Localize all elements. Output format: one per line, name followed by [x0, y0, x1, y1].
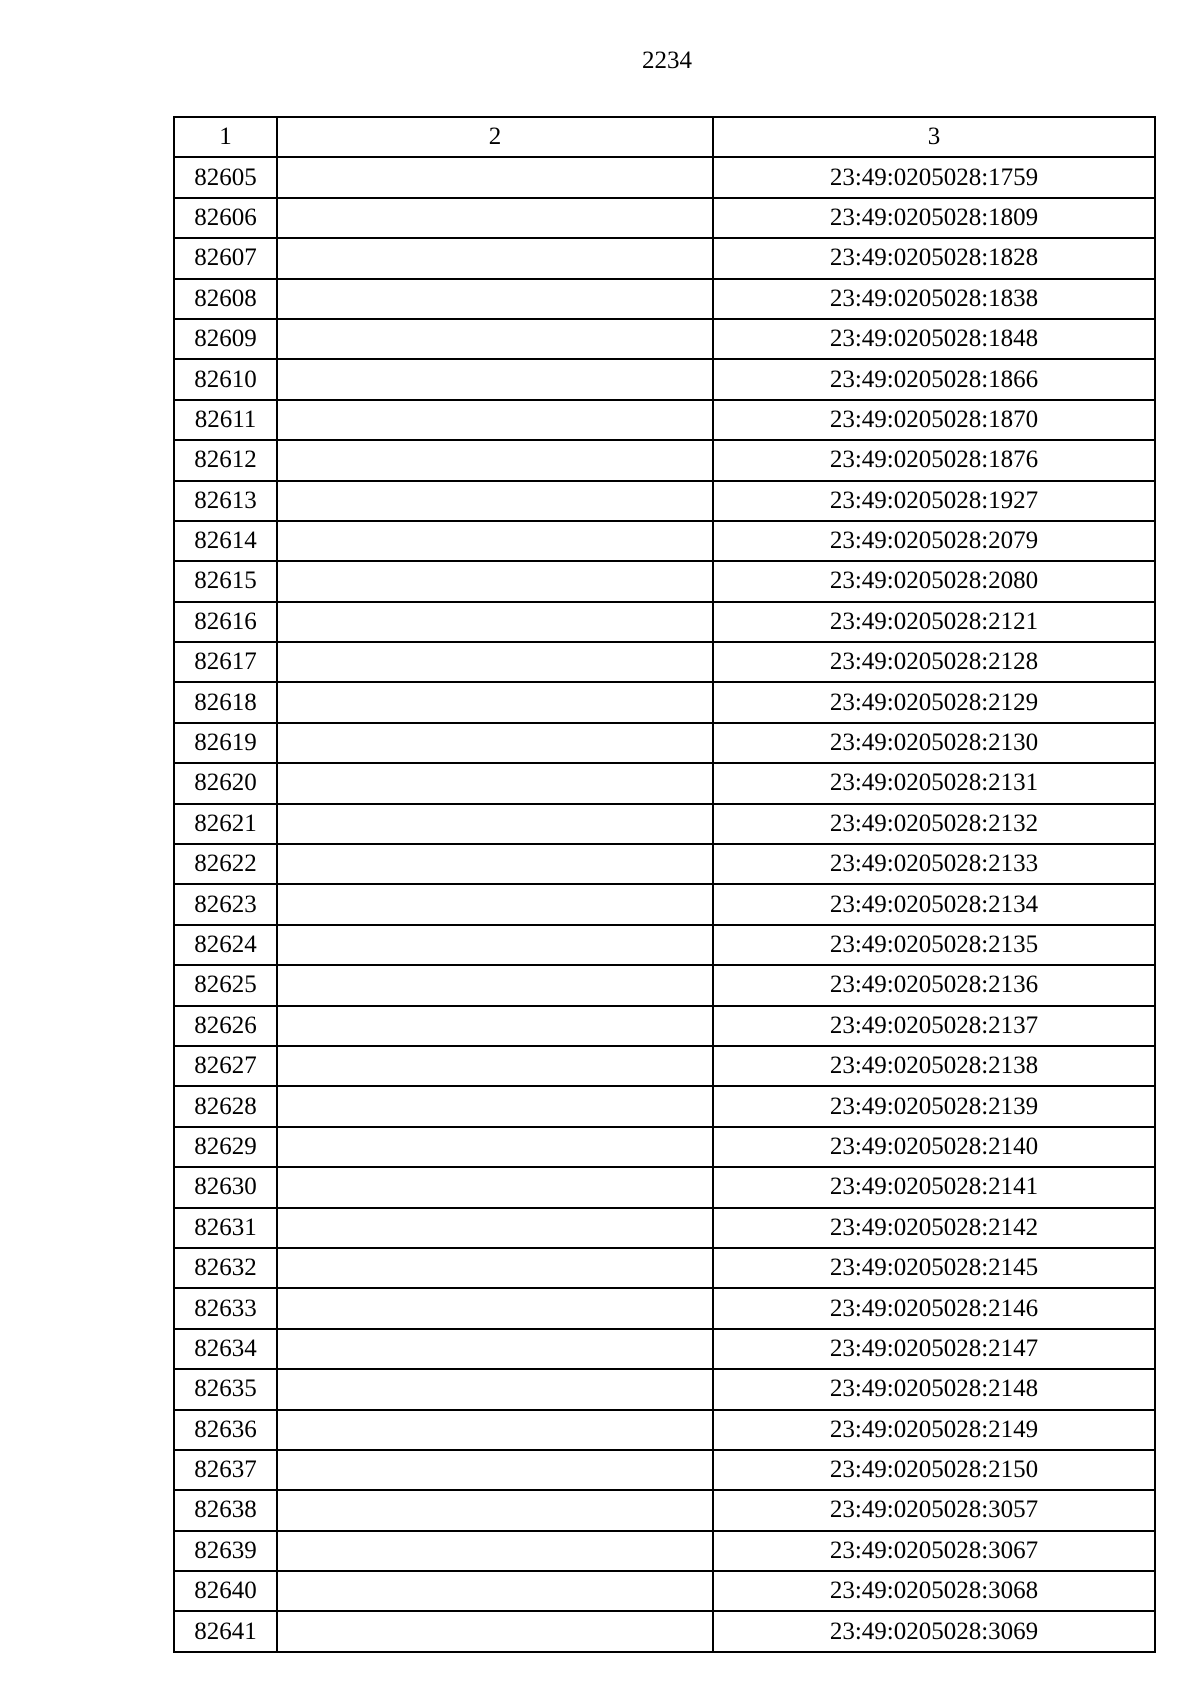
table-row: [174, 359, 1155, 399]
row-number-cell: 82626: [174, 1006, 277, 1046]
row-description-cell: [277, 844, 713, 884]
cadastral-number-cell: 23:49:0205028:2141: [713, 1167, 1155, 1207]
row-number-cell: 82620: [174, 763, 277, 803]
row-description-cell: [277, 1288, 713, 1328]
table-row: [174, 1329, 1155, 1369]
cadastral-number-cell: 23:49:0205028:2131: [713, 763, 1155, 803]
table-row: [174, 1450, 1155, 1490]
row-number-cell: 82631: [174, 1208, 277, 1248]
row-description-cell: [277, 1571, 713, 1611]
row-description-cell: [277, 400, 713, 440]
table-row: [174, 1208, 1155, 1248]
row-number-cell: 82613: [174, 481, 277, 521]
row-number-cell: 82609: [174, 319, 277, 359]
cadastral-number-cell: 23:49:0205028:2130: [713, 723, 1155, 763]
table-row: [174, 1046, 1155, 1086]
cadastral-number-cell: 23:49:0205028:1866: [713, 359, 1155, 399]
row-description-cell: [277, 359, 713, 399]
row-description-cell: [277, 1410, 713, 1450]
row-description-cell: [277, 198, 713, 238]
table-row: [174, 440, 1155, 480]
cadastral-number-cell: 23:49:0205028:1759: [713, 157, 1155, 197]
row-number-cell: 82610: [174, 359, 277, 399]
row-number-cell: 82608: [174, 279, 277, 319]
row-description-cell: [277, 1611, 713, 1651]
cadastral-number-cell: 23:49:0205028:2134: [713, 884, 1155, 924]
row-number-cell: 82617: [174, 642, 277, 682]
table-row: [174, 279, 1155, 319]
row-description-cell: [277, 1046, 713, 1086]
row-number-cell: 82637: [174, 1450, 277, 1490]
table-row: [174, 804, 1155, 844]
table-row: [174, 1006, 1155, 1046]
row-description-cell: [277, 521, 713, 561]
row-description-cell: [277, 279, 713, 319]
row-number-cell: 82612: [174, 440, 277, 480]
table-row: [174, 602, 1155, 642]
table-row: [174, 1490, 1155, 1530]
row-description-cell: [277, 561, 713, 601]
table-header: [174, 117, 1155, 157]
table-row: [174, 844, 1155, 884]
row-number-cell: 82629: [174, 1127, 277, 1167]
cadastral-number-cell: 23:49:0205028:2079: [713, 521, 1155, 561]
table-row: [174, 561, 1155, 601]
row-number-cell: 82606: [174, 198, 277, 238]
row-description-cell: [277, 804, 713, 844]
row-description-cell: [277, 1369, 713, 1409]
row-number-cell: 82638: [174, 1490, 277, 1530]
cadastral-number-cell: 23:49:0205028:2135: [713, 925, 1155, 965]
row-description-cell: [277, 1450, 713, 1490]
table-row: [174, 682, 1155, 722]
header-col-1: 1: [174, 117, 277, 157]
row-number-cell: 82611: [174, 400, 277, 440]
row-number-cell: 82635: [174, 1369, 277, 1409]
cadastral-number-cell: 23:49:0205028:2148: [713, 1369, 1155, 1409]
row-number-cell: 82607: [174, 238, 277, 278]
table-row: [174, 481, 1155, 521]
table-body: [174, 157, 1155, 1651]
cadastral-number-cell: 23:49:0205028:2139: [713, 1086, 1155, 1126]
table-row: [174, 1531, 1155, 1571]
table-row: [174, 1288, 1155, 1328]
row-description-cell: [277, 157, 713, 197]
row-description-cell: [277, 440, 713, 480]
row-description-cell: [277, 723, 713, 763]
cadastral-number-cell: 23:49:0205028:2142: [713, 1208, 1155, 1248]
row-number-cell: 82625: [174, 965, 277, 1005]
row-description-cell: [277, 602, 713, 642]
table-row: [174, 400, 1155, 440]
cadastral-number-cell: 23:49:0205028:2136: [713, 965, 1155, 1005]
row-number-cell: 82621: [174, 804, 277, 844]
registry-table: [173, 116, 1156, 1653]
row-description-cell: [277, 763, 713, 803]
row-description-cell: [277, 1006, 713, 1046]
cadastral-number-cell: 23:49:0205028:3067: [713, 1531, 1155, 1571]
table-row: [174, 1167, 1155, 1207]
cadastral-number-cell: 23:49:0205028:2132: [713, 804, 1155, 844]
table-row: [174, 1611, 1155, 1651]
row-number-cell: 82623: [174, 884, 277, 924]
table-row: [174, 157, 1155, 197]
cadastral-number-cell: 23:49:0205028:1848: [713, 319, 1155, 359]
row-number-cell: 82627: [174, 1046, 277, 1086]
row-number-cell: 82634: [174, 1329, 277, 1369]
row-number-cell: 82630: [174, 1167, 277, 1207]
cadastral-number-cell: 23:49:0205028:2150: [713, 1450, 1155, 1490]
cadastral-number-cell: 23:49:0205028:1876: [713, 440, 1155, 480]
row-number-cell: 82632: [174, 1248, 277, 1288]
row-number-cell: 82636: [174, 1410, 277, 1450]
table-row: [174, 1127, 1155, 1167]
cadastral-number-cell: 23:49:0205028:2138: [713, 1046, 1155, 1086]
table-row: [174, 1369, 1155, 1409]
table-row: [174, 763, 1155, 803]
row-number-cell: 82615: [174, 561, 277, 601]
table-row: [174, 238, 1155, 278]
cadastral-number-cell: 23:49:0205028:2140: [713, 1127, 1155, 1167]
row-number-cell: 82618: [174, 682, 277, 722]
cadastral-number-cell: 23:49:0205028:2146: [713, 1288, 1155, 1328]
cadastral-number-cell: 23:49:0205028:2147: [713, 1329, 1155, 1369]
cadastral-number-cell: 23:49:0205028:1828: [713, 238, 1155, 278]
cadastral-number-cell: 23:49:0205028:2128: [713, 642, 1155, 682]
row-number-cell: 82619: [174, 723, 277, 763]
table-row: [174, 925, 1155, 965]
cadastral-number-cell: 23:49:0205028:3069: [713, 1611, 1155, 1651]
table-row: [174, 965, 1155, 1005]
row-number-cell: 82628: [174, 1086, 277, 1126]
row-description-cell: [277, 1208, 713, 1248]
row-description-cell: [277, 1531, 713, 1571]
row-number-cell: 82641: [174, 1611, 277, 1651]
row-number-cell: 82633: [174, 1288, 277, 1328]
row-description-cell: [277, 319, 713, 359]
row-description-cell: [277, 1248, 713, 1288]
cadastral-number-cell: 23:49:0205028:1927: [713, 481, 1155, 521]
cadastral-number-cell: 23:49:0205028:2133: [713, 844, 1155, 884]
table-row: [174, 1410, 1155, 1450]
cadastral-number-cell: 23:49:0205028:1809: [713, 198, 1155, 238]
cadastral-number-cell: 23:49:0205028:2129: [713, 682, 1155, 722]
table-row: [174, 723, 1155, 763]
cadastral-number-cell: 23:49:0205028:2145: [713, 1248, 1155, 1288]
cadastral-number-cell: 23:49:0205028:2137: [713, 1006, 1155, 1046]
cadastral-number-cell: 23:49:0205028:2121: [713, 602, 1155, 642]
row-description-cell: [277, 238, 713, 278]
table-row: [174, 198, 1155, 238]
table-row: [174, 884, 1155, 924]
row-number-cell: 82614: [174, 521, 277, 561]
table-row: [174, 1086, 1155, 1126]
row-description-cell: [277, 481, 713, 521]
row-description-cell: [277, 1127, 713, 1167]
table-row: [174, 521, 1155, 561]
row-description-cell: [277, 965, 713, 1005]
row-description-cell: [277, 1329, 713, 1369]
header-row: [174, 117, 1155, 157]
row-description-cell: [277, 1167, 713, 1207]
cadastral-number-cell: 23:49:0205028:1870: [713, 400, 1155, 440]
table-row: [174, 1248, 1155, 1288]
cadastral-number-cell: 23:49:0205028:3057: [713, 1490, 1155, 1530]
row-number-cell: 82624: [174, 925, 277, 965]
table-row: [174, 642, 1155, 682]
header-col-3: 3: [713, 117, 1155, 157]
row-description-cell: [277, 1490, 713, 1530]
row-description-cell: [277, 642, 713, 682]
page-number: 2234: [642, 47, 692, 74]
row-description-cell: [277, 1086, 713, 1126]
table-row: [174, 1571, 1155, 1611]
row-description-cell: [277, 884, 713, 924]
table-row: [174, 319, 1155, 359]
cadastral-number-cell: 23:49:0205028:2149: [713, 1410, 1155, 1450]
row-number-cell: 82605: [174, 157, 277, 197]
row-number-cell: 82639: [174, 1531, 277, 1571]
row-description-cell: [277, 682, 713, 722]
cadastral-number-cell: 23:49:0205028:2080: [713, 561, 1155, 601]
row-number-cell: 82640: [174, 1571, 277, 1611]
cadastral-number-cell: 23:49:0205028:3068: [713, 1571, 1155, 1611]
row-number-cell: 82616: [174, 602, 277, 642]
row-number-cell: 82622: [174, 844, 277, 884]
header-col-2: 2: [277, 117, 713, 157]
cadastral-number-cell: 23:49:0205028:1838: [713, 279, 1155, 319]
row-description-cell: [277, 925, 713, 965]
